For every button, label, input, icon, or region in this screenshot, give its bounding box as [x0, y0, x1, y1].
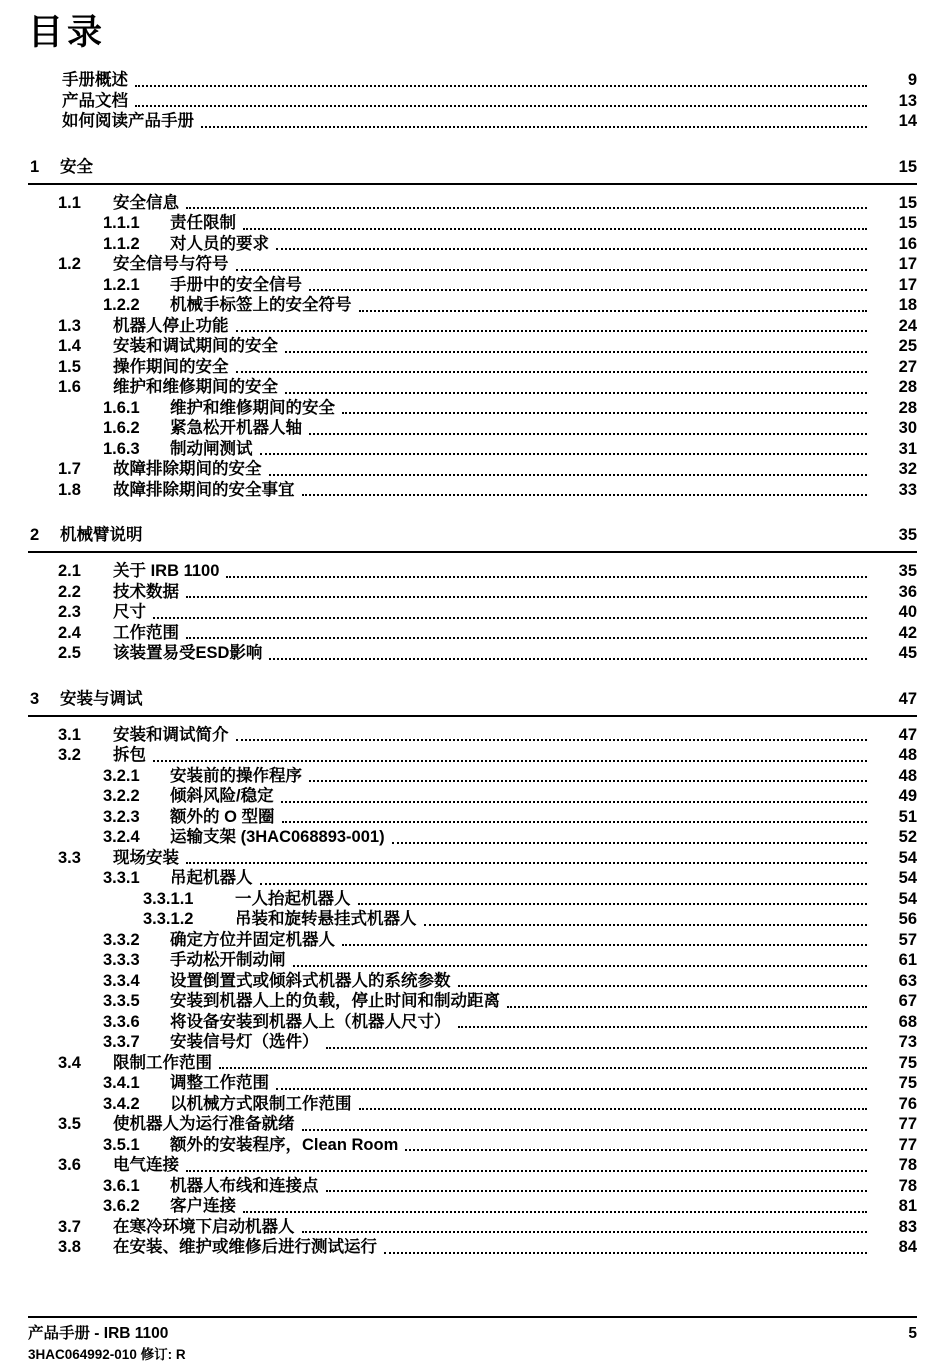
dot-leader: [276, 234, 867, 255]
toc-entry-number: 3.3.1.2: [143, 910, 194, 928]
dot-leader: [359, 1094, 868, 1115]
toc-entry-number: 3.6.2: [103, 1197, 140, 1215]
toc-entry-number: 3.4: [58, 1053, 81, 1072]
toc-entry-page: 40: [898, 603, 917, 621]
toc-entry-title: 制动闸测试: [170, 439, 253, 458]
toc-entry[interactable]: [103, 234, 917, 255]
toc-entry[interactable]: [103, 439, 917, 460]
toc-entry-page: 15: [898, 214, 917, 232]
toc-entry-page: 54: [898, 848, 917, 867]
chapter-section: [28, 688, 917, 1258]
dot-leader: [342, 398, 867, 419]
toc-entry-title: 机器人停止功能: [113, 316, 229, 335]
toc-entry-number: 2.3: [58, 603, 81, 621]
toc-entry[interactable]: [103, 786, 917, 807]
toc-entry-page: 25: [898, 337, 917, 355]
toc-entry-page: 27: [898, 357, 917, 376]
toc-entry-number: 1.5: [58, 357, 81, 376]
toc-entry[interactable]: [103, 1196, 917, 1217]
chapter-heading[interactable]: [28, 156, 917, 185]
toc-entry[interactable]: [103, 1135, 917, 1156]
toc-entry[interactable]: [103, 418, 917, 439]
toc-entry-title: 将设备安装到机器人上（机器人尺寸）: [170, 1012, 451, 1031]
toc-entry[interactable]: [58, 459, 917, 480]
toc-entry[interactable]: [143, 889, 917, 910]
toc-entry-title: 确定方位并固定机器人: [170, 930, 335, 949]
toc-entry-title: 吊装和旋转悬挂式机器人: [235, 910, 417, 928]
toc-entry[interactable]: [62, 111, 917, 132]
dot-leader: [186, 623, 867, 644]
toc-entry-number: 1.1.2: [103, 234, 140, 253]
dot-leader: [302, 1217, 868, 1238]
toc-entry-page: 31: [898, 439, 917, 458]
dot-leader: [282, 807, 867, 828]
toc-entry-title: 机械手标签上的安全符号: [170, 296, 352, 314]
toc-entry[interactable]: [103, 766, 917, 787]
toc-entry-title: 一人抬起机器人: [235, 889, 351, 908]
dot-leader: [309, 766, 867, 787]
dot-leader: [424, 909, 868, 930]
toc-entry[interactable]: [58, 336, 917, 357]
toc-entry-number: 2.4: [58, 623, 81, 642]
toc-entry-number: 3.3.3: [103, 951, 140, 969]
chapter-heading[interactable]: [28, 688, 917, 717]
toc-entry-number: 3.1: [58, 725, 81, 744]
toc-entry-number: 1.1: [58, 193, 81, 212]
toc-entry-number: 1.2.1: [103, 275, 140, 294]
toc-entry-title: 安全信号与符号: [113, 255, 229, 273]
chapter-page: 15: [898, 157, 917, 176]
toc-entry[interactable]: [58, 377, 917, 398]
toc-entry-page: 36: [898, 582, 917, 601]
toc-entry-page: 83: [898, 1217, 917, 1236]
dot-leader: [186, 848, 867, 869]
page-title: 目录: [28, 13, 107, 52]
toc-entry[interactable]: [58, 193, 917, 214]
toc-entry-title: 关于 IRB 1100: [113, 562, 220, 580]
toc-entry-title: 安装到机器人上的负载，停止时间和制动距离: [170, 992, 500, 1010]
toc-entry-title: 机器人布线和连接点: [170, 1176, 319, 1195]
toc-entry-number: 1.6: [58, 378, 81, 396]
page-footer: [28, 1316, 917, 1363]
toc-entry-title: 电气连接: [113, 1156, 179, 1174]
toc-entry-number: 3.3.5: [103, 992, 140, 1010]
toc-entry-number: 3.5.1: [103, 1135, 140, 1154]
chapter-page: 35: [898, 526, 917, 544]
dot-leader: [201, 111, 867, 132]
toc-entry-page: 42: [898, 623, 917, 642]
dot-leader: [458, 1012, 868, 1033]
toc-entry[interactable]: [58, 480, 917, 501]
toc-entry-page: 48: [898, 746, 917, 764]
toc-entry[interactable]: [58, 745, 917, 766]
toc-entry-number: 3.3.7: [103, 1033, 140, 1051]
dot-leader: [326, 1176, 868, 1197]
toc-entry-page: 67: [898, 992, 917, 1010]
toc-entry-number: 3.4.2: [103, 1094, 140, 1113]
toc-entry-title: 在寒冷环境下启动机器人: [113, 1217, 295, 1236]
toc-entry-page: 61: [898, 951, 917, 969]
toc-entry-page: 47: [898, 725, 917, 744]
toc-entry-title: 紧急松开机器人轴: [170, 419, 302, 437]
toc-entry-title: 维护和维修期间的安全: [170, 398, 335, 417]
toc-entry-page: 81: [898, 1197, 917, 1215]
toc-entry-page: 45: [898, 644, 917, 662]
toc-entry-page: 54: [898, 869, 917, 887]
toc-entry-title: 责任限制: [170, 214, 236, 232]
dot-leader: [326, 1032, 868, 1053]
chapters-container: [28, 156, 917, 1258]
toc-entry-number: 3.2.2: [103, 787, 140, 805]
toc-entry[interactable]: [58, 623, 917, 644]
toc-entry-page: 49: [898, 787, 917, 805]
toc-entry-title: 手动松开制动闸: [170, 951, 286, 969]
toc-entry-number: 1.8: [58, 480, 81, 499]
dot-leader: [293, 950, 868, 971]
toc-entry-title: 故障排除期间的安全: [113, 460, 262, 478]
dot-leader: [243, 1196, 867, 1217]
toc-entry[interactable]: [103, 1012, 917, 1033]
toc-entry[interactable]: [143, 909, 917, 930]
dot-leader: [285, 336, 867, 357]
toc-entry-page: 35: [898, 562, 917, 580]
dot-leader: [260, 439, 868, 460]
toc-entry-number: 3.3: [58, 848, 81, 867]
toc-entry-title: 安装和调试期间的安全: [113, 337, 278, 355]
toc-entry-title: 额外的 O 型圈: [170, 807, 275, 826]
toc-entry-number: 3.4.1: [103, 1074, 140, 1092]
toc-entry-number: 3.3.4: [103, 971, 140, 990]
toc-entry-page: 28: [898, 398, 917, 417]
footer-page-number: 5: [908, 1325, 917, 1342]
toc-entry[interactable]: [58, 1053, 917, 1074]
toc-entry-page: 73: [898, 1033, 917, 1051]
dot-leader: [236, 725, 868, 746]
toc-entry-number: 1.6.2: [103, 419, 140, 437]
toc-entry-number: 1.7: [58, 460, 81, 478]
toc-entry-number: 1.2: [58, 255, 81, 273]
toc-entry[interactable]: [103, 275, 917, 296]
chapter-number: 3: [30, 689, 40, 708]
toc-entry-page: 33: [898, 480, 917, 499]
toc-entry-title: 故障排除期间的安全事宜: [113, 480, 295, 499]
toc-entry-number: 3.6: [58, 1156, 81, 1174]
toc-entry-page: 30: [898, 419, 917, 437]
toc-entry[interactable]: [58, 643, 917, 664]
toc-entry-number: 1.4: [58, 337, 81, 355]
dot-leader: [243, 213, 867, 234]
toc-entry-page: 76: [898, 1094, 917, 1113]
toc-entry-title: 安全信息: [113, 193, 179, 212]
toc-entry-number: 1.3: [58, 316, 81, 335]
dot-leader: [342, 930, 867, 951]
toc-entry-number: 2.1: [58, 562, 81, 580]
dot-leader: [236, 316, 868, 337]
toc-entry[interactable]: [103, 807, 917, 828]
front-matter-list: [28, 70, 917, 132]
toc-entry-title: 倾斜风险/稳定: [170, 787, 274, 805]
toc-entry-title: 手册中的安全信号: [170, 275, 302, 294]
toc-entry-number: 1.6.3: [103, 439, 140, 458]
toc-entry-page: 77: [898, 1115, 917, 1133]
dot-leader: [359, 295, 868, 316]
toc-entry-title: 现场安装: [113, 848, 179, 867]
toc-entry[interactable]: [103, 1032, 917, 1053]
chapter-entries: [28, 561, 917, 664]
toc-entry[interactable]: [103, 213, 917, 234]
toc-entry-page: 56: [898, 910, 917, 928]
toc-entry-title: 尺寸: [113, 603, 146, 621]
toc-entry-title: 对人员的要求: [170, 234, 269, 253]
toc-entry-number: 3.3.6: [103, 1012, 140, 1031]
dot-leader: [186, 193, 867, 214]
toc-entry-number: 1.6.1: [103, 398, 140, 417]
toc-entry-page: 57: [898, 930, 917, 949]
chapter-entries: [28, 725, 917, 1258]
toc-entry-page: 24: [898, 316, 917, 335]
toc-entry-page: 28: [898, 378, 917, 396]
chapter-heading[interactable]: [28, 524, 917, 553]
toc-entry-title: 如何阅读产品手册: [62, 112, 194, 130]
toc-entry[interactable]: [58, 254, 917, 275]
toc-entry[interactable]: [58, 316, 917, 337]
dot-leader: [153, 745, 867, 766]
toc-entry-number: 3.3.2: [103, 930, 140, 949]
toc-entry-page: 15: [898, 193, 917, 212]
toc-entry-page: 68: [898, 1012, 917, 1031]
dot-leader: [135, 70, 867, 91]
dot-leader: [219, 1053, 867, 1074]
dot-leader: [384, 1237, 867, 1258]
toc-entry-title: 技术数据: [113, 582, 179, 601]
dot-leader: [236, 254, 868, 275]
toc-entry-title: 安装信号灯（选件）: [170, 1033, 319, 1051]
toc-entry-title: 设置倒置式或倾斜式机器人的系统参数: [170, 971, 451, 990]
dot-leader: [260, 868, 868, 889]
dot-leader: [236, 357, 868, 378]
toc-entry-number: 2.2: [58, 582, 81, 601]
toc-entry[interactable]: [103, 1073, 917, 1094]
toc-entry-title: 使机器人为运行准备就绪: [113, 1115, 295, 1133]
toc-entry[interactable]: [103, 827, 917, 848]
toc-entry-page: 77: [898, 1135, 917, 1154]
toc-entry-page: 84: [898, 1238, 917, 1256]
toc-entry-title: 安装和调试简介: [113, 725, 229, 744]
toc-entry-number: 3.3.1: [103, 869, 140, 887]
toc-entry-page: 51: [898, 807, 917, 826]
toc-entry-number: 3.2.3: [103, 807, 140, 826]
toc-entry-title: 操作期间的安全: [113, 357, 229, 376]
chapter-section: [28, 156, 917, 501]
chapter-number: 1: [30, 157, 40, 176]
dot-leader: [358, 889, 868, 910]
dot-leader: [405, 1135, 867, 1156]
dot-leader: [309, 418, 867, 439]
toc-entry[interactable]: [58, 582, 917, 603]
dot-leader: [153, 602, 867, 623]
toc-entry-page: 63: [898, 971, 917, 990]
toc-entry[interactable]: [103, 295, 917, 316]
dot-leader: [392, 827, 867, 848]
dot-leader: [186, 582, 867, 603]
dot-leader: [309, 275, 867, 296]
toc-entry[interactable]: [62, 91, 917, 112]
toc-entry-page: 18: [898, 296, 917, 314]
toc-entry-number: 3.2.4: [103, 828, 140, 846]
toc-entry-title: 维护和维修期间的安全: [113, 378, 278, 396]
toc-entry[interactable]: [103, 398, 917, 419]
toc-entry-page: 32: [898, 460, 917, 478]
toc-entry-title: 以机械方式限制工作范围: [170, 1094, 352, 1113]
toc-entry-title: 客户连接: [170, 1197, 236, 1215]
toc-entry[interactable]: [58, 561, 917, 582]
dot-leader: [458, 971, 868, 992]
dot-leader: [269, 643, 867, 664]
toc-entry-page: 16: [898, 234, 917, 253]
dot-leader: [507, 991, 867, 1012]
toc-entry-number: 3.2.1: [103, 766, 140, 785]
dot-leader: [186, 1155, 867, 1176]
footer-manual-title: 产品手册 - IRB 1100: [28, 1325, 169, 1342]
toc-entry-title: 运输支架 (3HAC068893-001): [170, 828, 385, 846]
chapter-title: 安装与调试: [60, 689, 143, 708]
toc-entry[interactable]: [58, 357, 917, 378]
toc-entry[interactable]: [58, 1237, 917, 1258]
toc-entry-page: 13: [898, 91, 917, 110]
dot-leader: [226, 561, 867, 582]
dot-leader: [281, 786, 867, 807]
toc-entry[interactable]: [58, 848, 917, 869]
dot-leader: [302, 1114, 868, 1135]
toc-entry[interactable]: [58, 1217, 917, 1238]
toc-entry-page: 17: [898, 255, 917, 273]
toc-entry[interactable]: [58, 725, 917, 746]
chapter-title: 安全: [60, 157, 93, 176]
toc-entry-page: 75: [898, 1053, 917, 1072]
toc-entry[interactable]: [103, 971, 917, 992]
toc-entry-title: 拆包: [113, 746, 146, 764]
toc-entry-page: 54: [898, 889, 917, 908]
toc-entry-title: 该装置易受ESD影响: [113, 644, 263, 662]
toc-entry-number: 3.2: [58, 746, 81, 764]
toc-entry-title: 工作范围: [113, 623, 179, 642]
toc-entry-page: 48: [898, 766, 917, 785]
toc-entry-number: 3.6.1: [103, 1176, 140, 1195]
dot-leader: [269, 459, 868, 480]
chapter-number: 2: [30, 526, 40, 544]
toc-entry-number: 2.5: [58, 644, 81, 662]
chapter-entries: [28, 193, 917, 501]
toc-entry-number: 1.2.2: [103, 296, 140, 314]
toc-entry-title: 产品文档: [62, 91, 128, 110]
toc-entry[interactable]: [103, 1176, 917, 1197]
toc-entry-number: 3.5: [58, 1115, 81, 1133]
toc-entry-title: 调整工作范围: [170, 1074, 269, 1092]
toc-entry[interactable]: [58, 1114, 917, 1135]
toc-entry[interactable]: [103, 1094, 917, 1115]
toc-entry-page: 78: [898, 1156, 917, 1174]
toc-entry-title: 在安装、维护或维修后进行测试运行: [113, 1238, 377, 1256]
toc-entry-title: 限制工作范围: [113, 1053, 212, 1072]
toc-entry-page: 75: [898, 1074, 917, 1092]
toc-entry-number: 3.7: [58, 1217, 81, 1236]
toc-entry-title: 额外的安装程序，Clean Room: [170, 1135, 399, 1154]
toc-entry[interactable]: [103, 991, 917, 1012]
toc-entry-page: 17: [898, 275, 917, 294]
toc-entry[interactable]: [103, 930, 917, 951]
toc-entry-page: 52: [898, 828, 917, 846]
chapter-section: [28, 524, 917, 664]
toc-entry[interactable]: [58, 1155, 917, 1176]
chapter-page: 47: [898, 689, 917, 708]
toc-entry-title: 手册概述: [62, 71, 128, 89]
dot-leader: [302, 480, 868, 501]
dot-leader: [285, 377, 867, 398]
dot-leader: [276, 1073, 867, 1094]
toc-entry-page: 14: [898, 112, 917, 130]
toc-entry[interactable]: [103, 868, 917, 889]
chapter-title: 机械臂说明: [60, 526, 143, 544]
dot-leader: [135, 91, 867, 112]
toc-entry-title: 安装前的操作程序: [170, 766, 302, 785]
toc-entry-number: 3.3.1.1: [143, 889, 194, 908]
toc-entry-number: 3.8: [58, 1238, 81, 1256]
toc-entry-number: 1.1.1: [103, 214, 140, 232]
toc-entry-title: 吊起机器人: [170, 869, 253, 887]
toc-entry-page: 78: [898, 1176, 917, 1195]
footer-doc-id: 3HAC064992-010 修订: R: [28, 1347, 186, 1362]
toc-entry[interactable]: [62, 70, 917, 91]
toc-entry[interactable]: [103, 950, 917, 971]
toc-entry[interactable]: [58, 602, 917, 623]
toc-entry-page: 9: [907, 71, 917, 89]
